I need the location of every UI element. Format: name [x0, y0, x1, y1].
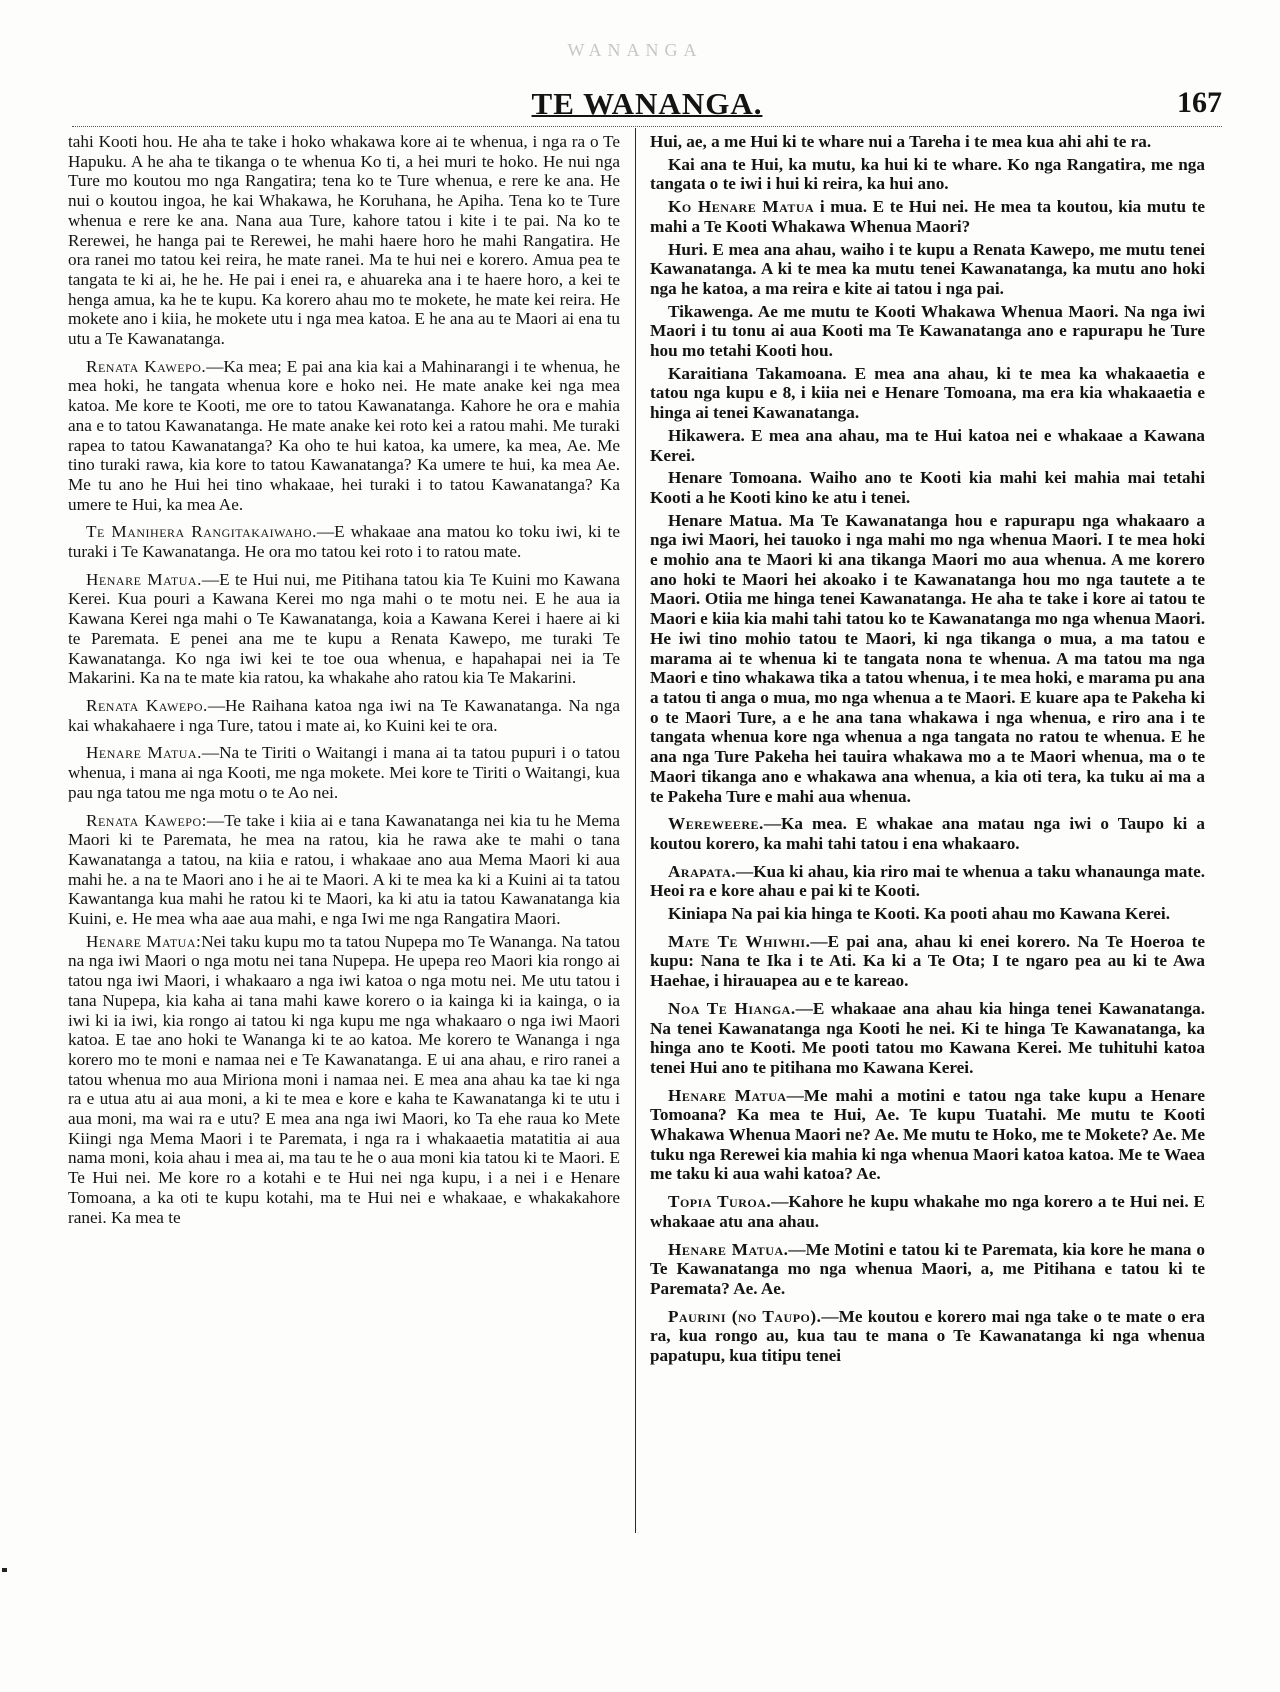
- speaker-name: Renata Kawepo.: [86, 356, 207, 376]
- paragraph-text: Tikawenga. Ae me mutu te Kooti Whakawa Whenua Maori. Na nga iwi Maori i tu tonu ai aua Kooti ma Te Kawanatanga ano e rapurapu he Ture hou mo tetahi Kooti hou.: [650, 301, 1205, 361]
- paragraph-text: Henare Tomoana. Waiho ano te Kooti kia mahi kei mahia mai tetahi Kooti a he Kooti kino ke atu i tenei.: [650, 468, 1205, 507]
- speaker-name: Henare Matua: [668, 1085, 787, 1105]
- paragraph-text: Karaitiana Takamoana. E mea ana ahau, ki te mea ka whakaaetia e tatou nga kupu e 8, i kiia nei e Henare Tomoana, ma era kia whakaaetia e hinga ai tenei Kawanatanga.: [650, 363, 1205, 423]
- paragraph: [650, 814, 1205, 853]
- paragraph-text: i mua. E te Hui nei. He mea ta koutou, kia mutu te mahi a Te Kooti Whakawa Whenua Maori?: [650, 197, 1205, 236]
- paragraph: [650, 1240, 1205, 1299]
- speaker-name: Arapata.: [668, 861, 737, 881]
- paragraph: [650, 155, 1205, 194]
- paragraph-text: —Kahore he kupu whakahe mo nga korero a te Hui nei. E whakaae atu ana ahau.: [650, 1192, 1205, 1231]
- paragraph: [68, 696, 620, 735]
- paragraph-text: Nei taku kupu mo ta tatou Nupepa mo Te Wananga. Na tatou na nga iwi Maori o nga motu nei tana Nupepa. He upepa reo Maori kia rongo ai tatou nga iwi Maori, i whakaaro a nga iwi katoa o nga motu nei. Me utu tatou i tana Nupepa, kia kaha ai tana mahi kawe korero o ia kainga ki ia kainga, o ia iwi ki ia iwi, kia rongo ai tatou ki nga kupu me nga whakaaro o nga iwi Maori katoa. E tae ano hoki te Wananga ki te ao katoa. Me korero te Wananga i nga korero mo te moni e namaa nei e Te Kawanatanga. E ui ana ahau, e riro ranei a tatou whenua mo aua Miriona moni i namaa nei. E mea ana ahau ka tae ki nga ra e utua atu ai aua moni, a ki te mea e kore e kaha te Kawanatanga ki te utu i aua moni, ma wai ra e utu? E mea ana nga iwi Maori, ko Ta ehe raua ko Mete Kiingi nga Mema Maori i te Paremata, i nga ra i whakaaetia matatitia ai aua nama moni, koia ahau i mea ai, ma tau te he o aua moni kia tatou ki te Maori. E Te Hui nei. Me kore ro a kotahi e te Hui nei nga kupu, i a nei i e Henare Tomoana, a ka oti te kupu kotahi, ma te Hui nei e whakaae, e whakakahore ranei. Ka mea te: [68, 931, 620, 1227]
- masthead: [72, 86, 1222, 127]
- speaker-name: Henare Matua.: [86, 569, 202, 589]
- paragraph-text: —E whakaae ana matou ko toku iwi, ki te turaki i Te Kawanatanga. He ora mo tatou kei roto i to ratou mate.: [68, 522, 620, 562]
- speaker-name: Topia Turoa.: [668, 1192, 772, 1212]
- paragraph: [68, 132, 620, 349]
- paragraph-text: Kai ana te Hui, ka mutu, ka hui ki te whare. Ko nga Rangatira, me nga tangata o te iwi i hui ki reira, ka hui ano.: [650, 154, 1205, 194]
- speaker-name: Renata Kawepo.: [86, 695, 208, 715]
- paragraph: [68, 357, 620, 515]
- paragraph-text: —E te Hui nui, me Pitihana tatou kia Te Kuini mo Kawana Kerei. Kua pouri a Kawana Kerei mo nga mahi o te motu nei. E he aua ia Kawana Kerei nga mahi o Te Kawanatanga, koia a Kawana Kerei i haere ai ki te Paremata. E penei ana me te kupu a Renata Kawepo, me turaki Te Kawanatanga. Ko nga iwi kei te toe oua whenua, e hapahapai nei ia Te Makarini. Ka na te mate kia ratou, ka whakahe aho ratou kia Te Makarini.: [68, 569, 620, 688]
- paragraph: [650, 1086, 1205, 1185]
- paragraph-text: —He Raihana katoa nga iwi na Te Kawanatanga. Na nga kai whakahaere i nga Ture, tatou i mate ai, ko Kuini kei te ora.: [68, 695, 620, 735]
- paragraph: [650, 426, 1205, 465]
- speaker-name: Henare Matua.: [86, 743, 202, 763]
- paragraph-text: Huri. E mea ana ahau, waiho i te kupu a Renata Kawepo, me mutu tenei Kawanatanga. A ki te mea ka mutu tenei Kawanatanga, ka mutu ano hoki nga he katoa, a ma reira e kite ai tatou i nga pai.: [650, 239, 1205, 298]
- column-divider: [635, 128, 636, 1533]
- paragraph-text: —Te take i kiia ai e tana Kawanatanga nei kia tu he Mema Maori ki te Paremata, he mea na ratou, kia he rawa ake te mahi o tana Kawanatanga a tatou, na kiia e ratou, i whakaae ano aua Mema Maori ki aua mahi he. a na te Maori ano i he ai te Maori. A ki te mea ka ki a Kuini ai ta tatou Kawantanga kua mahi he ratou ki te Maori, ka ki atu ia tatou Kawanatanga kia Kuini, e. He mea wha aae aua mahi, e nga Iwi me nga Rangatira Maori.: [68, 810, 620, 929]
- paragraph: [68, 811, 620, 929]
- paragraph: [650, 197, 1205, 236]
- paragraph: [650, 132, 1205, 152]
- paragraph-text: —Ka mea. E whakae ana matau nga iwi o Taupo ki a koutou korero, ka mahi tahi tatou i ena whakaaro.: [650, 814, 1205, 853]
- left-column: [68, 132, 620, 1542]
- paragraph: [650, 862, 1205, 901]
- paragraph-text: —Me koutou e korero mai nga take o te mate o era ra, kua rongo au, kua tau te mana o Te Kawanatanga ki nga whenua papatupu, kua titipu tenei: [650, 1306, 1205, 1366]
- paragraph: [650, 1307, 1205, 1366]
- paragraph-text: —E pai ana, ahau ki enei korero. Na Te Hoeroa te kupu: Nana te Ika i te Ati. Ka ki a Te Ota; I te ngaro pea au ki te Awa Haehae, i hirauapea au e te kareao.: [650, 931, 1205, 991]
- speaker-name: Renata Kawepo:: [86, 810, 207, 830]
- paragraph: [650, 468, 1205, 507]
- paragraph-text: —Me mahi a motini e tatou nga take kupu a Henare Tomoana? Ka mea te Hui, Ae. Te kupu Tuatahi. Me mutu te Kooti Whakawa Whenua Maori ne? Ae. Me mutu te Hoko, me te Mokete? Ae. Me tuku nga Rerewei kia mahia ki nga whenua Maori katoa katoa. Me te Waea me taku ki aua wahi katoa? Ae.: [650, 1085, 1205, 1184]
- speaker-name: Henare Matua.: [668, 1239, 789, 1259]
- paragraph-text: —Ka mea; E pai ana kia kai a Mahinarangi i te whenua, he mea hoki, he tangata whenua kore e hoko nei. He mate anake kei nga mea katoa. Me kore te Kooti, me ore to tatou Kawanatanga. Kahore he ora e mahia ana e to tatou Kawanatanga. He mate anake kei roto kei a ratou mahi. Me turaki rapea to tatou Kawanatanga? Ka oho te hui katoa, ka umere, ka mea, Ae. Me tino turaki rawa, kia kore to tatou Kawanatanga? Ka umere te hui, ka mea Ae. Me tu ano he Hui hei tino whakaae, hei turaki i to tatou Kawanatanga? Ka umere te Hui, ka mea Ae.: [68, 356, 620, 514]
- paragraph: [68, 743, 620, 802]
- paragraph: [650, 904, 1205, 924]
- paragraph-text: Hui, ae, a me Hui ki te whare nui a Tareha i te mea kua ahi ahi te ra.: [650, 132, 1152, 151]
- speaker-name: Te Manihera Rangitakaiwaho.: [86, 522, 317, 542]
- speaker-name: Noa Te Hianga.: [668, 998, 796, 1018]
- paragraph-text: —E whakaae ana ahau kia hinga tenei Kawanatanga. Na tenei Kawanatanga nga Kooti he nei. Ki te hinga Te Kawanatanga, ka hinga ano te Kooti. Me pooti tatou mo Kawana Kerei. Me tuhituhi katoa tenei Hui ano te pitihana mo Kawana Kerei.: [650, 998, 1205, 1077]
- speaker-name: Paurini (no Taupo).: [668, 1306, 822, 1326]
- page-number: 167: [1177, 86, 1222, 119]
- paragraph: [68, 522, 620, 561]
- bleed-through-text: WANANGA: [567, 40, 703, 60]
- paragraph-text: Kiniapa Na pai kia hinga te Kooti. Ka pooti ahau mo Kawana Kerei.: [668, 904, 1170, 924]
- paragraph-text: Henare Matua. Ma Te Kawanatanga hou e rapurapu nga whakaaro a nga iwi Maori, hei tauoko i nga mahi mo nga whenua Maori. I te mea hoki e mohio ana te Maori ki ana tikanga Maori mo aua whenua. A me korero ano hoki te Maori hei akoako i te Kawanatanga hou mo nga tautete a te Maori. Otiia me hinga tenei Kawanatanga. He aha te take i kore ai tatou te Maori e kiia kia mahi tahi tatou ko te Kawanatanga mo nga whenua Maori. He iwi tino mohio tatou te Maori, ki nga tikanga o mua, a ma tatou e marama ai te whenua ki te tangata nona te whenua. A ma tatou ma nga Maori e tino whakawa tika a tatou whenua, i te mea hoki, e marama pu ana a tatou ti anga o mua, mo nga whenua a te Maori. E kuare apa te Pakeha ki o te Maori Ture, a e he ana tana whakawa i nga whenua, e riro ana i te tangata whenua kore nga whenua a nga tangata no ratou te whenua. E he ana nga Ture Pakeha hei tauira whakawa mo a te Maori whenua, ma o te Maori tikanga ano e whakawa ana whenua, a kia oti tera, ka tuku ai ma a te Pakeha Ture e mahi aua whenua.: [650, 510, 1205, 806]
- paragraph-text: tahi Kooti hou. He aha te take i hoko whakawa kore ai te whenua, i nga ra o Te Hapuku. A he aha te tikanga o te whenua Ko ti, a hei muri te hoko. He nui nga Ture mo koutou mo nga Rangatira; tena ko te Ture whenua, e rere ke ana. He nui o koutou ingoa, he kai Whakawa, he Koruhana, he Apiha. Tena ko te Ture whenua e rere ke ana. Nana aua Ture, kahore tatou i kite i te pai. Na ko te Rerewei, he hanga pai te Rerewei, he mahi haere horo he mahi Rangatira. He ora ranei mo tatou kei reira, he mate ranei. Ma te hui nei e korero. Amua pea te tangata te ki ai, he he. He pai i enei ra, e ahuareka ana i te haere horo, a kei te henga amua, ka he te kupu. Ka korero ahau mo te mokete, he mate kei reira. He mokete ano i kiia, he mokete utu i nga mea katoa. E he ana au te Maori ai ena tu utu a Te Kawanatanga.: [68, 132, 620, 349]
- paragraph: [650, 302, 1205, 361]
- speaker-name: Ko Henare Matua: [668, 197, 815, 217]
- paragraph-text: —Kua ki ahau, kia riro mai te whenua a taku whanaunga mate. Heoi ra e kore ahau e pai ki te Kooti.: [650, 861, 1205, 901]
- newspaper-title: TE WANANGA.: [531, 86, 763, 121]
- paragraph: [650, 511, 1205, 807]
- paragraph: [68, 932, 620, 1228]
- paragraph: [650, 240, 1205, 299]
- right-column: [650, 132, 1205, 1542]
- paragraph-text: Hikawera. E mea ana ahau, ma te Hui katoa nei e whakaae a Kawana Kerei.: [650, 425, 1205, 465]
- paragraph: [68, 570, 620, 688]
- paragraph: [650, 1192, 1205, 1231]
- speaker-name: Wereweere.: [668, 814, 764, 834]
- paragraph: [650, 364, 1205, 423]
- edge-mark: [2, 1568, 7, 1572]
- paragraph: [650, 932, 1205, 991]
- paragraph: [650, 999, 1205, 1078]
- paragraph-text: —Me Motini e tatou ki te Paremata, kia kore he mana o Te Kawanatanga mo nga whenua Maori, a, me Pitihana e tatou ki te Paremata? Ae. Ae.: [650, 1239, 1205, 1298]
- speaker-name: Henare Matua:: [86, 931, 202, 951]
- paragraph-text: —Na te Tiriti o Waitangi i mana ai ta tatou pupuri i o tatou whenua, i mana ai nga Kooti, me nga mokete. Mei kore te Tiriti o Waitangi, kua pau nga tatou me nga motu o te Ao nei.: [68, 743, 620, 802]
- speaker-name: Mate Te Whiwhi.: [668, 931, 811, 951]
